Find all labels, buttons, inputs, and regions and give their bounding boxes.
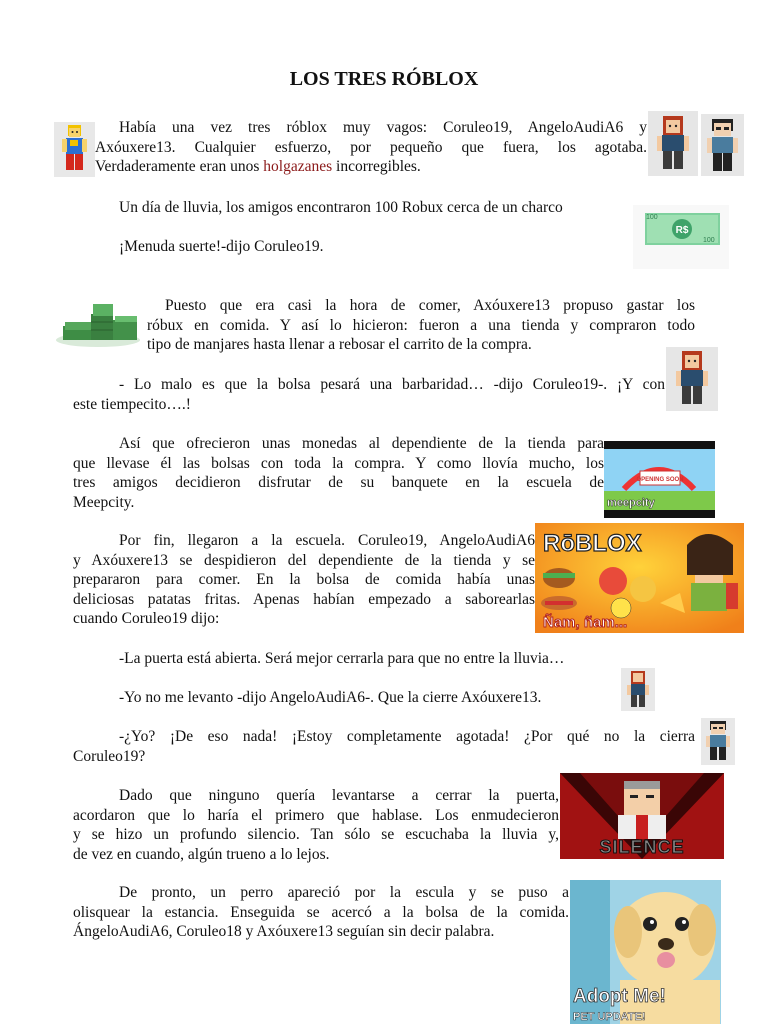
paragraph-7: [73, 531, 535, 629]
paragraph-11: [73, 786, 559, 864]
redhead-avatar-image-2: [666, 347, 718, 411]
paragraph-12: [73, 883, 569, 942]
paragraph-line: y se hizo un profundo silencio. Tan sólo se escuchaba la lluvia y,: [73, 826, 559, 843]
paragraph-line: De pronto, un perro apareció por la escula y se puso a: [119, 884, 569, 901]
paragraph-line: Axóuxere13. Cualquier esfuerzo, por pequeño que fuera, los agotaba.: [95, 138, 647, 156]
paragraph-line: cuando Coruleo19 dijo:: [73, 610, 220, 627]
paragraph-line: que llevase él las bolsas con toda la compra. Y como llovía mucho, los: [73, 454, 604, 472]
paragraph-line: Había una vez tres róblox muy vagos: Coruleo19, AngeloAudiA6 y: [119, 119, 647, 136]
paragraph-line: prepararon para comer. En la bolsa de comida había unas: [73, 571, 535, 588]
paragraph-line: róbux en comida. Y así lo hicieron: fueron a una tienda y compraron todo: [147, 316, 695, 334]
paragraph-line: ÁngeloAudiA6, Coruleo18 y Axóuxere13 seguían sin decir palabra.: [73, 923, 495, 940]
silence-image: [560, 773, 724, 859]
paragraph-line: -¿Yo? ¡De eso nada! ¡Estoy completamente agotada! ¿Por qué no la cierra: [119, 728, 695, 745]
nam-nam-caption: Ñam, ñam...: [543, 614, 628, 631]
paragraph-line: tres amigos decidieron disfrutar de su banquete en la escuela de: [73, 474, 604, 491]
meepcity-logo-text: meepcity: [607, 497, 655, 509]
paragraph-line: tipo de manjares hasta llenar a rebosar el carrito de la compra.: [147, 336, 532, 353]
paragraph-line: -Yo no me levanto -dijo AngeloAudiA6-. Que la cierre Axóuxere13.: [119, 689, 542, 706]
adopt-me-title: Adopt Me!: [573, 986, 666, 1007]
paragraph-line: este tiempecito….!: [73, 395, 191, 413]
darkhair-avatar-image-2: [701, 718, 735, 765]
paragraph-line: ¡Menuda suerte!-dijo Coruleo19.: [119, 238, 324, 255]
paragraph-line: Verdaderamente eran unos holgazanes incorregibles.: [95, 158, 421, 175]
paragraph-6: [73, 434, 604, 512]
paragraph-line: deliciosas patatas fritas. Apenas habían empezado a saborearlas: [73, 590, 535, 608]
bill-value-right: 100: [703, 237, 715, 244]
roblox-food-banner-image: [535, 523, 744, 633]
paragraph-1: [95, 118, 647, 177]
money-stacks-image: [53, 296, 144, 350]
blonde-avatar-image: [54, 122, 95, 177]
paragraph-line: Por fin, llegaron a la escuela. Coruleo19, AngeloAudiA6: [119, 532, 535, 549]
paragraph-line: Meepcity.: [73, 493, 135, 511]
redhead-avatar-image: [648, 111, 698, 176]
paragraph-line: de vez en cuando, algún trueno a lo lejos.: [73, 845, 330, 863]
meepcity-sign-text: OPENING SOON: [636, 477, 684, 483]
robux-symbol: R$: [675, 225, 689, 236]
darkhair-avatar-image: [701, 114, 744, 176]
paragraph-line: Coruleo19?: [73, 747, 146, 765]
paragraph-line: Un día de lluvia, los amigos encontraron 100 Robux cerca de un charco: [119, 199, 563, 216]
paragraph-3: [119, 237, 323, 257]
roblox-logo-text: RōBLOX: [543, 530, 642, 557]
paragraph-line: Así que ofrecieron unas monedas al dependiente de la tienda para: [119, 435, 604, 452]
paragraph-10: [73, 727, 695, 766]
document-title: LOS TRES RÓBLOX: [289, 68, 479, 90]
robux-bill-image: [633, 205, 729, 269]
paragraph-line: -La puerta está abierta. Será mejor cerrarla para que no entre la lluvia…: [119, 650, 565, 667]
paragraph-8: [119, 649, 564, 669]
redhead-avatar-image-3: [621, 668, 655, 711]
adopt-me-subtitle: PET UPDATE!: [573, 1011, 646, 1023]
paragraph-line: acordaron que lo haría el primero que hablase. Los enmudecieron: [73, 806, 559, 824]
paragraph-5: [73, 375, 665, 414]
adopt-me-dog-image: [570, 880, 721, 1024]
paragraph-line: Puesto que era casi la hora de comer, Axóuxere13 propuso gastar los: [165, 297, 695, 314]
highlighted-word: holgazanes: [263, 158, 333, 175]
paragraph-line: - Lo malo es que la bolsa pesará una barbaridad… -dijo Coruleo19-. ¡Y con: [119, 376, 665, 393]
meepcity-screenshot-image: [604, 441, 715, 518]
paragraph-line: olisquear la estancia. Enseguida se acercó a la bolsa de la comida.: [73, 903, 569, 921]
bill-value-left: 100: [646, 214, 658, 221]
silence-caption: SILENCE: [599, 837, 685, 857]
paragraph-9: [119, 688, 541, 708]
paragraph-2: [119, 198, 563, 218]
paragraph-line: y Axóuxere13 se despidieron del dependiente de la tienda y se: [73, 551, 535, 569]
paragraph-line: Dado que ninguno quería levantarse a cerrar la puerta,: [119, 787, 559, 804]
paragraph-4: [147, 296, 695, 355]
